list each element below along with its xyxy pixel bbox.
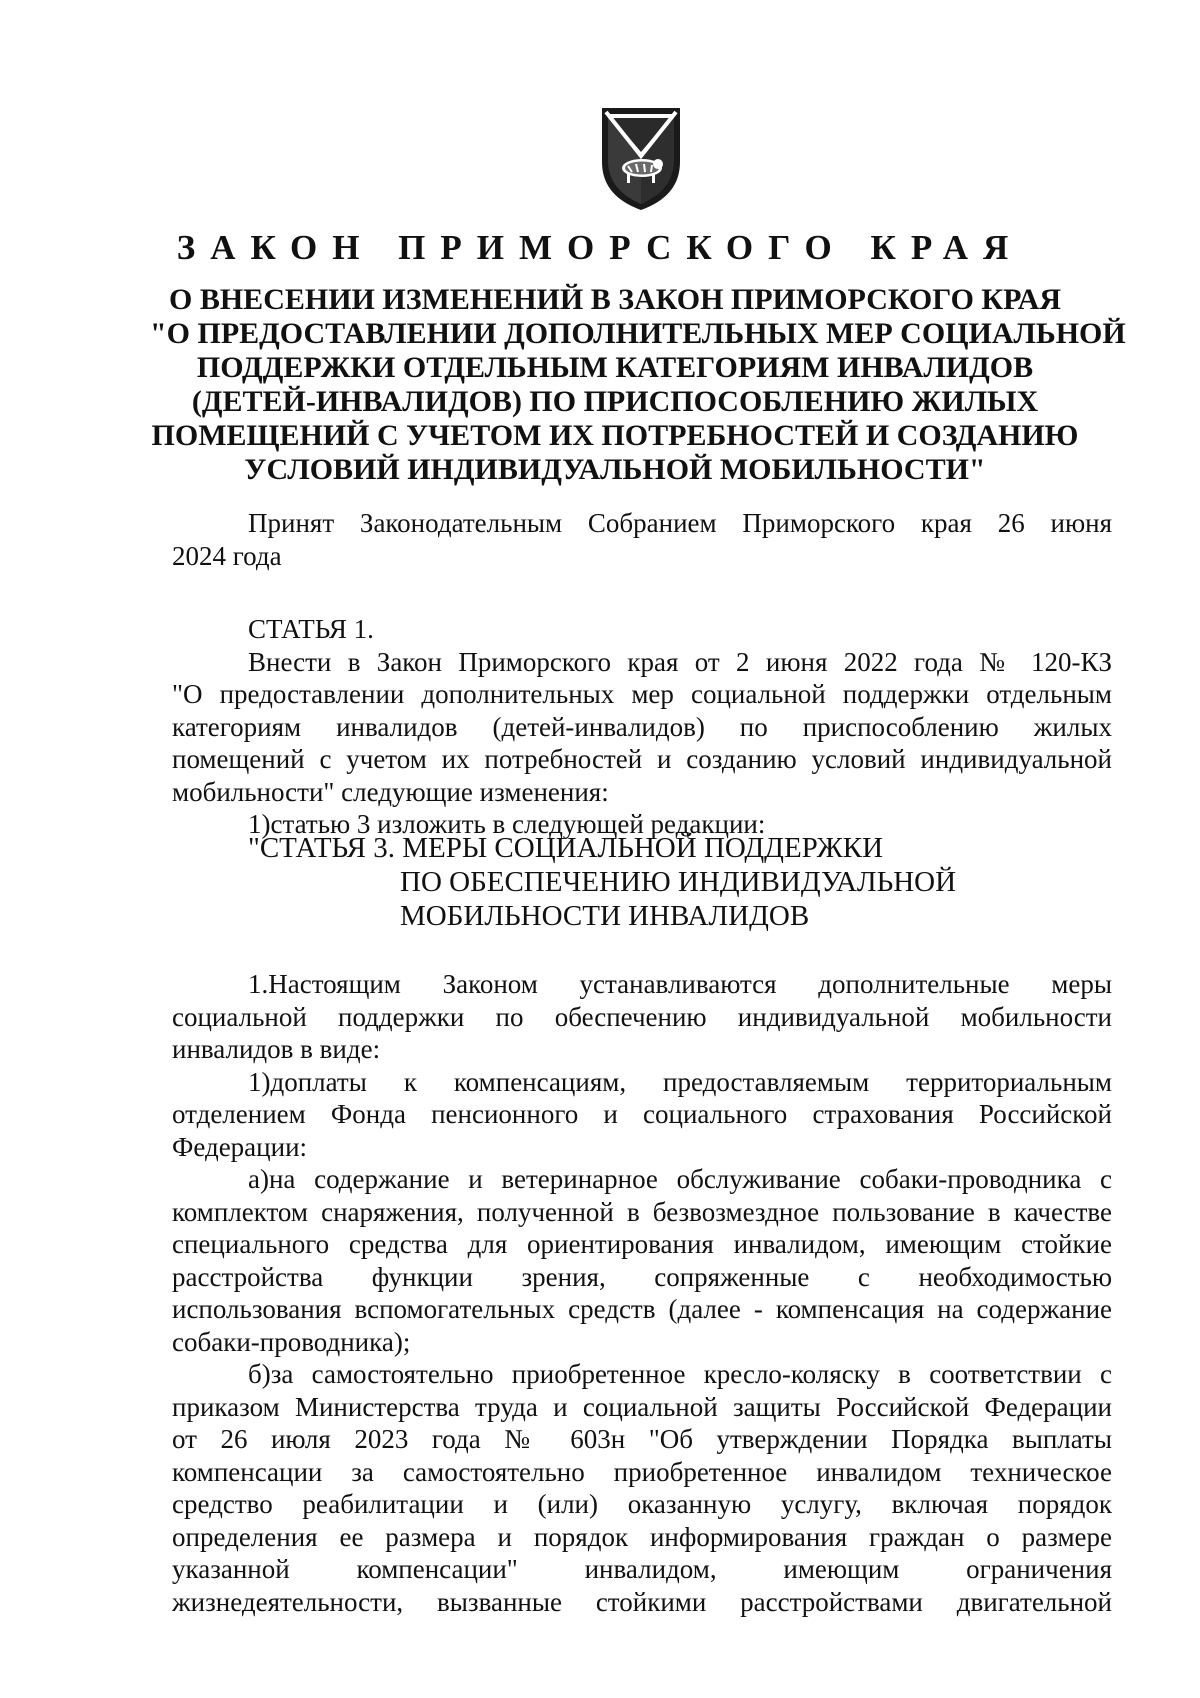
article-3-heading (172, 831, 1112, 933)
paragraph-line: Федерации: (172, 1131, 308, 1162)
subject-line: УСЛОВИЙ ИНДИВИДУАЛЬНОЙ МОБИЛЬНОСТИ" (244, 453, 986, 486)
paragraph-line: социальной поддержки по обеспечению индивидуальной мобильности (172, 1001, 1112, 1032)
paragraph-line: инвалидов в виде: (172, 1034, 381, 1064)
paragraph-line: указанной компенсации" инвалидом, имеющим ограничения (172, 1554, 1112, 1584)
adoption-line: Принят Законодательным Собранием Приморского края 26 июня (248, 508, 1112, 538)
law-title: ЗАКОН ПРИМОРСКОГО КРАЯ (176, 228, 1024, 267)
subject-line: О ВНЕСЕНИИ ИЗМЕНЕНИЙ В ЗАКОН ПРИМОРСКОГО КРАЯ (169, 283, 1061, 316)
paragraph-line: комплектом снаряжения, полученной в безвозмездное пользование в качестве (172, 1196, 1112, 1227)
heading-line: "СТАТЬЯ 3. МЕРЫ СОЦИАЛЬНОЙ ПОДДЕРЖКИ (248, 832, 884, 864)
adoption-note (172, 507, 1112, 572)
paragraph-line: а)на содержание и ветеринарное обслуживание собаки-проводника с (248, 1164, 1112, 1194)
paragraph-line: использования вспомогательных средств (далее - компенсация на содержание (172, 1294, 1112, 1324)
heading-line: МОБИЛЬНОСТИ ИНВАЛИДОВ (400, 900, 810, 932)
paragraph-line: Внести в Закон Приморского края от 2 июня 2022 года № 120-КЗ (248, 646, 1112, 677)
primorsky-krai-coat-of-arms-icon (598, 104, 684, 214)
paragraph-line: помещений с учетом их потребностей и созданию условий индивидуальной (172, 744, 1112, 774)
paragraph-line: "О предоставлении дополнительных мер социальной поддержки отдельным (172, 679, 1112, 709)
paragraph-line: приказом Министерства труда и социальной защиты Российской Федерации (172, 1391, 1112, 1422)
subject-line: ПОДДЕРЖКИ ОТДЕЛЬНЫМ КАТЕГОРИЯМ ИНВАЛИДОВ (196, 351, 1034, 384)
article-3-part-1 (172, 968, 1112, 1618)
paragraph-line: б)за самостоятельно приобретенное кресло-коляску в соответствии с (248, 1359, 1112, 1389)
paragraph-line: жизнедеятельности, вызванные стойкими расстройствами двигательной (172, 1586, 1112, 1617)
paragraph-line: отделением Фонда пенсионного и социального страхования Российской (172, 1099, 1112, 1129)
paragraph-line: собаки-проводника); (172, 1326, 411, 1357)
paragraph-line: расстройства функции зрения, сопряженные с необходимостью (172, 1261, 1112, 1292)
article-1 (172, 613, 1112, 841)
heading-line: ПО ОБЕСПЕЧЕНИЮ ИНДИВИДУАЛЬНОЙ (400, 866, 957, 898)
paragraph-line: категориям инвалидов (детей-инвалидов) по приспособлению жилых (172, 711, 1112, 742)
paragraph-line: 1)доплаты к компенсациям, предоставляемым территориальным (248, 1066, 1112, 1097)
subject-line: (ДЕТЕЙ-ИНВАЛИДОВ) ПО ПРИСПОСОБЛЕНИЮ ЖИЛЫХ (191, 385, 1039, 418)
paragraph-line: мобильности" следующие изменения: (172, 776, 609, 807)
paragraph-line: компенсации за самостоятельно приобретенное инвалидом техническое (172, 1456, 1112, 1487)
subject-line: ПОМЕЩЕНИЙ С УЧЕТОМ ИХ ПОТРЕБНОСТЕЙ И СОЗДАНИЮ (151, 419, 1079, 452)
paragraph-line: от 26 июля 2023 года № 603н "Об утверждении Порядка выплаты (172, 1424, 1112, 1454)
paragraph-line: 1.Настоящим Законом устанавливаются дополнительные меры (248, 969, 1112, 999)
adoption-line: 2024 года (172, 540, 282, 571)
law-subject (150, 283, 1126, 487)
paragraph-line: средство реабилитации и (или) оказанную услугу, включая порядок (172, 1489, 1112, 1519)
article-heading: СТАТЬЯ 1. (248, 614, 374, 644)
paragraph-line: специального средства для ориентирования инвалидом, имеющим стойкие (172, 1229, 1112, 1259)
subject-line: "О ПРЕДОСТАВЛЕНИИ ДОПОЛНИТЕЛЬНЫХ МЕР СОЦИАЛЬНОЙ (150, 317, 1126, 350)
paragraph-line: определения ее размера и порядок информирования граждан о размере (172, 1521, 1112, 1552)
list-item: 1)статью 3 изложить в следующей редакции: (248, 809, 766, 839)
